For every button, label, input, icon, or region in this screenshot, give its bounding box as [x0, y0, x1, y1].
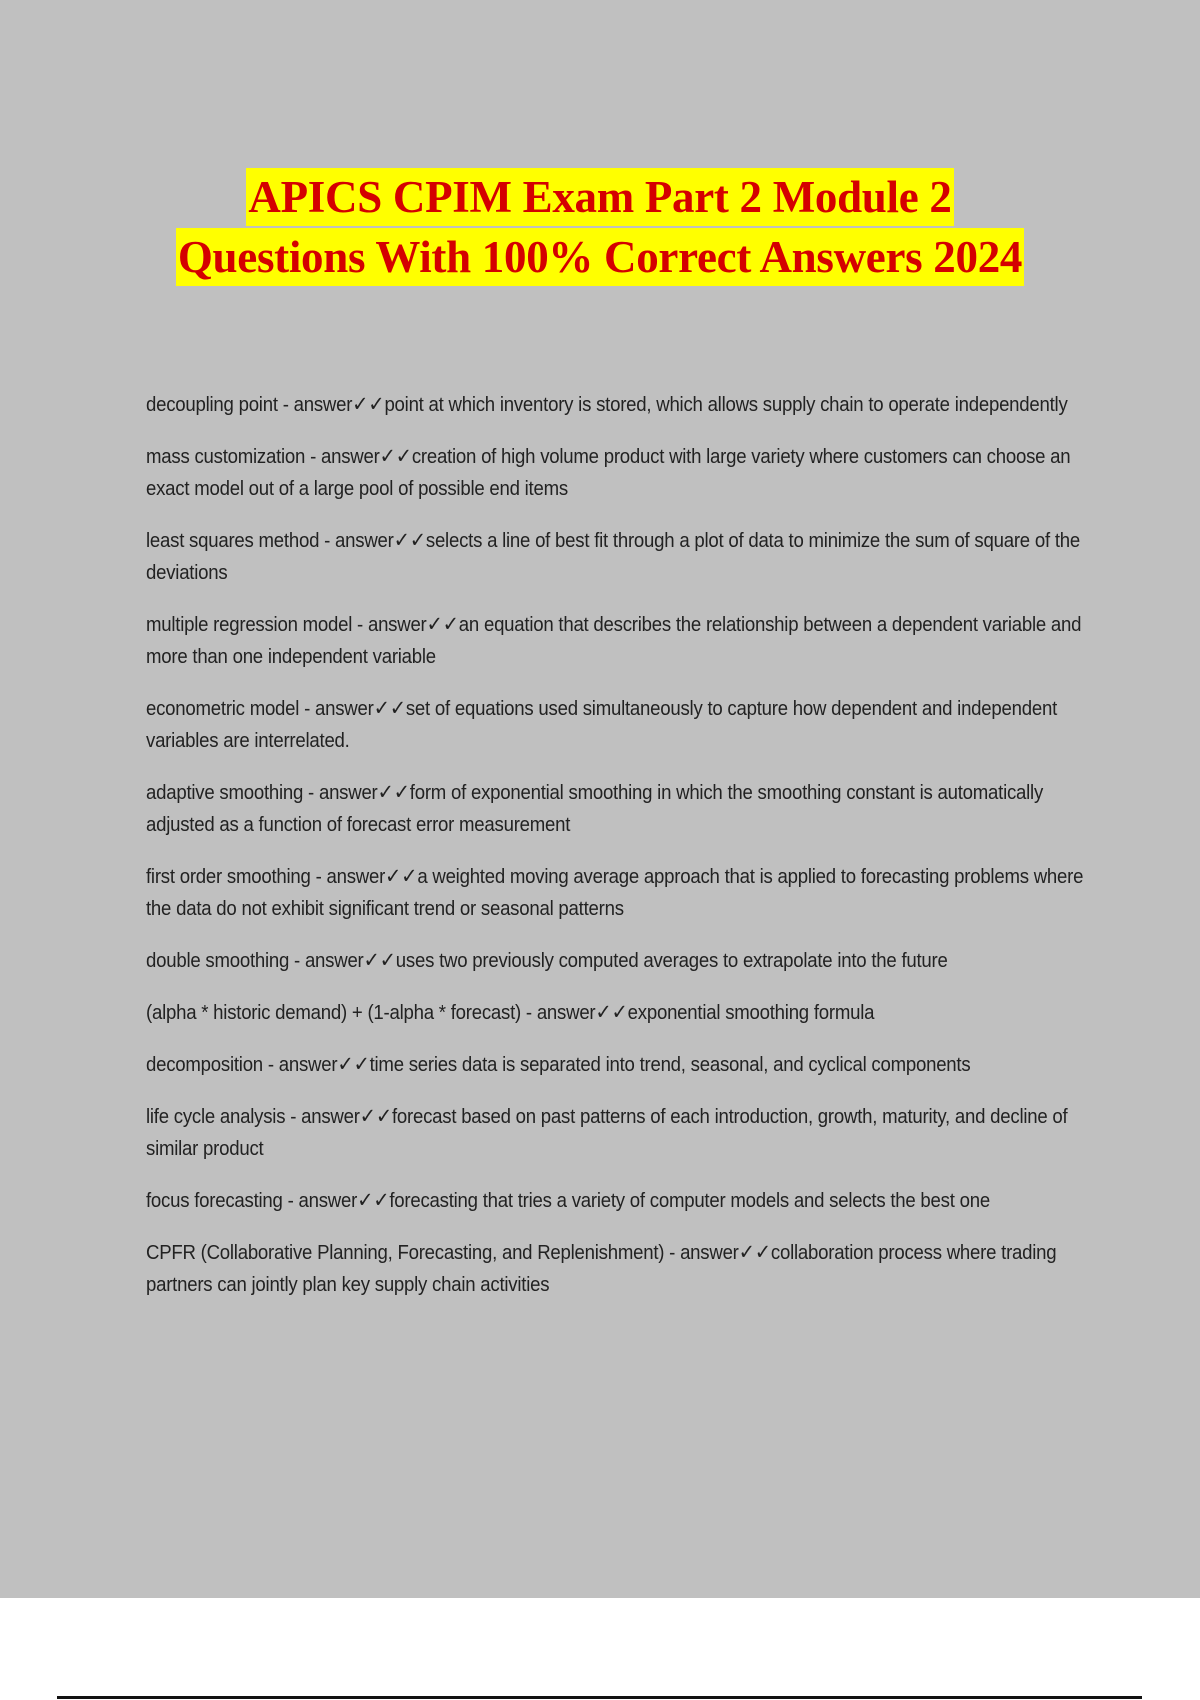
- qa-entry: [146, 944, 1085, 977]
- double-check-icon: ✓✓: [357, 1188, 390, 1212]
- entry-term: decomposition: [146, 1054, 263, 1076]
- double-check-icon: ✓✓: [738, 1240, 771, 1264]
- qa-entry: [146, 388, 1085, 421]
- double-check-icon: ✓✓: [337, 1052, 370, 1076]
- qa-entry: [146, 608, 1085, 673]
- entry-term: first order smoothing: [146, 866, 311, 888]
- entry-definition: time series data is separated into trend, seasonal, and cyclical components: [369, 1054, 971, 1076]
- entry-term: CPFR (Collaborative Planning, Forecasting, and Replenishment): [146, 1242, 665, 1264]
- answer-separator: - answer: [289, 950, 364, 972]
- qa-entry: [146, 776, 1085, 841]
- answer-separator: - answer: [262, 1054, 338, 1076]
- entry-term: decoupling point: [146, 394, 278, 416]
- answer-separator: - answer: [282, 1190, 358, 1212]
- double-check-icon: ✓✓: [377, 780, 410, 804]
- double-check-icon: ✓✓: [393, 528, 426, 552]
- entry-term: econometric model: [146, 698, 300, 720]
- double-check-icon: ✓✓: [352, 392, 385, 416]
- entry-term: double smoothing: [146, 950, 290, 972]
- entry-term: life cycle analysis: [146, 1106, 286, 1128]
- answer-separator: - answer: [352, 614, 427, 636]
- title-line-2: Questions With 100% Correct Answers 2024: [176, 228, 1024, 286]
- entry-term: focus forecasting: [146, 1190, 283, 1212]
- answer-separator: - answer: [520, 1002, 596, 1024]
- entry-definition: form of exponential smoothing in which the smoothing constant is automatically adjusted as a function of forecast error measurement: [146, 782, 1044, 836]
- entry-definition: creation of high volume product with large variety where customers can choose an exact model out of a large pool of possible end items: [146, 446, 1071, 500]
- entry-term: mass customization: [146, 446, 306, 468]
- answer-separator: - answer: [285, 1106, 360, 1128]
- qa-entry: [146, 524, 1085, 589]
- double-check-icon: ✓✓: [373, 696, 406, 720]
- double-check-icon: ✓✓: [379, 444, 412, 468]
- entry-definition: set of equations used simultaneously to capture how dependent and independent variables are interrelated.: [146, 698, 1058, 752]
- entry-definition: collaboration process where trading partners can jointly plan key supply chain activities: [146, 1242, 1057, 1296]
- double-check-icon: ✓✓: [595, 1000, 628, 1024]
- answer-separator: - answer: [277, 394, 353, 416]
- entry-definition: exponential smoothing formula: [627, 1002, 875, 1024]
- qa-entry: [146, 860, 1085, 925]
- page-divider-line: [57, 1696, 1142, 1699]
- entry-term: (alpha * historic demand) + (1-alpha * forecast): [146, 1002, 521, 1024]
- answer-separator: - answer: [299, 698, 374, 720]
- qa-entry: [146, 1100, 1085, 1165]
- entry-definition: a weighted moving average approach that is applied to forecasting problems where the data do not exhibit significant trend or seasonal patterns: [146, 866, 1084, 920]
- document-title: [0, 168, 1200, 288]
- double-check-icon: ✓✓: [385, 864, 418, 888]
- entry-definition: forecast based on past patterns of each introduction, growth, maturity, and decline of similar product: [146, 1106, 1068, 1160]
- entry-definition: point at which inventory is stored, which allows supply chain to operate independently: [384, 394, 1068, 416]
- entry-definition: an equation that describes the relationship between a dependent variable and more than one independent variable: [146, 614, 1082, 668]
- title-line-1: APICS CPIM Exam Part 2 Module 2: [246, 168, 953, 226]
- answer-separator: - answer: [664, 1242, 739, 1264]
- qa-entry: [146, 1184, 1085, 1217]
- qa-entry: [146, 440, 1085, 505]
- entry-term: multiple regression model: [146, 614, 353, 636]
- entry-definition: forecasting that tries a variety of computer models and selects the best one: [389, 1190, 990, 1212]
- answer-separator: - answer: [319, 530, 394, 552]
- qa-entry-list: [146, 388, 1086, 1320]
- qa-entry: [146, 692, 1085, 757]
- answer-separator: - answer: [305, 446, 380, 468]
- entry-definition: selects a line of best fit through a plot of data to minimize the sum of square of the deviations: [146, 530, 1080, 584]
- qa-entry: [146, 1236, 1085, 1301]
- entry-term: adaptive smoothing: [146, 782, 304, 804]
- qa-entry: [146, 1048, 1085, 1081]
- answer-separator: - answer: [303, 782, 378, 804]
- double-check-icon: ✓✓: [359, 1104, 392, 1128]
- double-check-icon: ✓✓: [363, 948, 396, 972]
- entry-definition: uses two previously computed averages to extrapolate into the future: [395, 950, 948, 972]
- answer-separator: - answer: [310, 866, 386, 888]
- entry-term: least squares method: [146, 530, 320, 552]
- qa-entry: [146, 996, 1085, 1029]
- double-check-icon: ✓✓: [426, 612, 459, 636]
